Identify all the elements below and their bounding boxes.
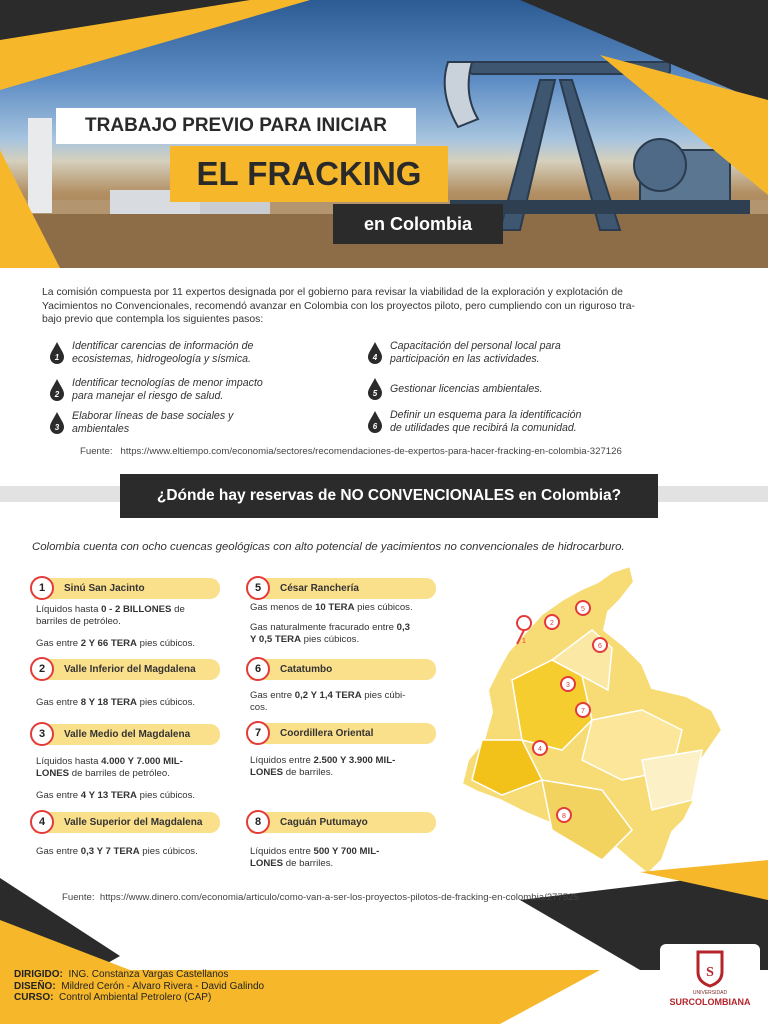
map-marker-8: [557, 808, 571, 822]
basin-name: Sinú San Jacinto: [64, 583, 145, 594]
map-marker-5: [576, 601, 590, 615]
step-1: [50, 340, 253, 365]
step-text: ambientales: [72, 422, 130, 435]
intro-paragraph: [42, 286, 704, 327]
logo-caption: UNIVERSIDAD: [692, 990, 728, 996]
desc-value: 0,2 Y 1,4 TERA: [294, 690, 362, 701]
desc-value: 2.500 Y 3.900 MIL-: [313, 755, 396, 766]
basin-desc-1: [36, 604, 226, 650]
curso-value: Control Ambiental Petrolero (CAP): [59, 992, 212, 1003]
basin-number: 1: [30, 576, 54, 600]
logo-name: SURCOLOMBIANA: [669, 997, 751, 1007]
basin-desc-2: [36, 697, 226, 709]
desc-text: Gas naturalmente fracurado entre: [250, 622, 397, 633]
desc-text: Gas entre: [36, 697, 81, 708]
source-2: [62, 892, 579, 903]
marker-number: 7: [581, 708, 585, 715]
desc-value: 0,3: [396, 622, 410, 633]
desc-text: pies cúbicos.: [301, 634, 360, 645]
map-marker-2: [545, 615, 559, 629]
step-text: Elaborar líneas de base sociales y: [72, 410, 234, 422]
marker-number: 4: [538, 746, 542, 753]
curso-label: CURSO:: [14, 992, 54, 1003]
basin-pill-2: [34, 659, 220, 680]
drop-icon: [368, 378, 382, 400]
desc-text: Líquidos hasta: [36, 604, 102, 615]
basin-desc-7: [250, 755, 440, 779]
basin-pill-3: [34, 724, 220, 745]
basin-pill-7: [250, 723, 436, 744]
desc-value: LONES: [250, 858, 284, 869]
desc-value: 10 TERA: [315, 602, 355, 613]
desc-text: de barriles de petróleo.: [69, 768, 170, 779]
basin-name: Valle Medio del Magdalena: [64, 729, 191, 740]
basin-desc-6: [250, 690, 440, 714]
marker-number: 6: [598, 643, 602, 650]
desc-text: Líquidos entre: [250, 755, 314, 766]
drop-icon: [50, 412, 64, 434]
diseno-value: Mildred Cerón - Alvaro Rivera - David Galindo: [61, 980, 265, 992]
desc-value: 4 Y 13 TERA: [80, 790, 137, 801]
step-text: participación en las actividades.: [390, 352, 540, 365]
step-text: de utilidades que recibirá la comunidad.: [390, 421, 577, 434]
drop-icon: [50, 379, 64, 401]
desc-value: 0,3 Y 7 TERA: [80, 846, 140, 857]
basin-pill-6: [250, 659, 436, 680]
svg-text:S: S: [706, 965, 714, 980]
step-number: 2: [54, 389, 60, 399]
basin-desc-3: [36, 756, 226, 802]
step-text: Identificar tecnologías de menor impacto: [72, 377, 263, 389]
marker-number: 3: [566, 682, 570, 689]
basin-name: Coordillera Oriental: [280, 728, 374, 739]
desc-text: Gas entre: [250, 690, 295, 701]
desc-value: 4.000 Y 7.000 MIL-: [101, 756, 183, 767]
desc-value: 500 Y 700 MIL-: [313, 846, 380, 857]
marker-number: 1: [522, 638, 526, 645]
basin-number: 5: [246, 576, 270, 600]
basin-name: Caguán Putumayo: [280, 817, 368, 828]
basin-number: 6: [246, 657, 270, 681]
desc-text: de barriles.: [283, 767, 334, 778]
desc-text: Gas menos de: [250, 602, 316, 613]
source-label: Fuente:: [80, 446, 113, 457]
step-text: ecosistemas, hidrogeología y sísmica.: [72, 352, 251, 365]
step-number: 3: [54, 422, 60, 432]
desc-text: Gas entre: [36, 790, 81, 801]
basin-desc-5: [250, 602, 440, 646]
basin-pill-1: [34, 578, 220, 599]
source-label: Fuente:: [62, 892, 95, 903]
drop-icon: [368, 411, 382, 433]
map-marker-6: [593, 638, 607, 652]
desc-value: LONES: [36, 768, 70, 779]
basin-pill-4: [34, 812, 220, 833]
basin-pill-8: [250, 812, 436, 833]
step-3: [50, 410, 233, 435]
marker-number: 8: [562, 813, 566, 820]
step-text: Identificar carencias de información de: [72, 340, 254, 352]
step-number: 6: [372, 421, 378, 431]
dirigido-label: DIRIGIDO:: [14, 969, 63, 980]
map-marker-7: [576, 703, 590, 717]
step-5: [368, 378, 543, 400]
basin-number: 2: [30, 657, 54, 681]
title-line-2: EL FRACKING: [170, 146, 448, 202]
desc-text: Gas entre: [36, 638, 81, 649]
desc-text: de barriles.: [283, 858, 334, 869]
step-number: 4: [372, 352, 378, 362]
desc-text: pies cúbicos.: [136, 638, 196, 649]
diseno-label: DISEÑO:: [14, 980, 56, 992]
drop-icon: [50, 342, 64, 364]
desc-text: pies cúbi-: [361, 690, 406, 701]
desc-text: Líquidos hasta: [36, 756, 102, 767]
desc-text: pies cúbicos.: [136, 790, 196, 801]
marker-number: 5: [581, 606, 585, 613]
step-number: 5: [372, 389, 378, 398]
basin-pill-5: [250, 578, 436, 599]
source-url[interactable]: https://www.eltiempo.com/economia/sectores/recomendaciones-de-expertos-para-hacer-fracking-en-colombia-327126: [120, 446, 622, 457]
desc-text: pies cúbicos.: [354, 602, 413, 613]
basin-number: 3: [30, 722, 54, 746]
intro-line-2: Yacimientos no Convencionales, recomendó avanzar en Colombia con los proyectos piloto, pero cumpliendo con un riguroso tra-: [42, 300, 635, 312]
dirigido-value: ING. Constanza Vargas Castellanos: [68, 969, 229, 980]
desc-text: de: [171, 604, 185, 615]
basin-number: 7: [246, 721, 270, 745]
step-text: Definir un esquema para la identificación: [390, 409, 582, 421]
title-line-1: TRABAJO PREVIO PARA INICIAR: [56, 108, 416, 144]
step-4: [368, 340, 561, 365]
credits: [14, 969, 264, 1004]
desc-value: 0 - 2 BILLONES: [101, 604, 172, 615]
drop-icon: [368, 342, 382, 364]
intro-line-3: bajo previo que contempla los siguientes pasos:: [42, 314, 264, 325]
university-logo: [660, 944, 760, 1016]
step-number: 1: [54, 352, 60, 362]
step-text: para manejar el riesgo de salud.: [72, 389, 224, 402]
basin-name: Valle Superior del Magdalena: [64, 817, 203, 828]
step-text: Gestionar licencias ambientales.: [390, 382, 543, 395]
marker-number: 2: [550, 620, 554, 627]
desc-text: cos.: [250, 702, 268, 713]
desc-text: Gas entre: [36, 846, 81, 857]
step-6: [368, 409, 581, 434]
map-marker-4: [533, 741, 547, 755]
intro-line-1: La comisión compuesta por 11 expertos designada por el gobierno para revisar la viabilidad de la exploración y explotación de: [42, 287, 623, 298]
source-url[interactable]: https://www.dinero.com/economia/articulo/como-van-a-ser-los-proyectos-pilotos-de-fracking-en-colombia/277525: [99, 892, 579, 903]
basin-number: 8: [246, 810, 270, 834]
reservas-banner: ¿Dónde hay reservas de NO CONVENCIONALES en Colombia?: [120, 474, 658, 518]
basin-name: César Ranchería: [280, 583, 359, 594]
source-1: [80, 446, 622, 457]
basin-name: Catatumbo: [280, 664, 333, 675]
basin-desc-4: [36, 846, 226, 858]
colombia-map: [452, 560, 722, 880]
desc-value: 2 Y 66 TERA: [80, 638, 137, 649]
reservas-subtitle: Colombia cuenta con ocho cuencas geológicas con alto potencial de yacimientos no convencionales de hidrocarburo.: [32, 541, 625, 553]
basin-name: Valle Inferior del Magdalena: [64, 664, 196, 675]
desc-text: pies cúbicos.: [139, 846, 198, 857]
desc-text: Líquidos entre: [250, 846, 314, 857]
desc-text: barriles de petróleo.: [36, 616, 121, 627]
map-marker-3: [561, 677, 575, 691]
desc-text: pies cúbicos.: [136, 697, 196, 708]
desc-value: LONES: [250, 767, 284, 778]
step-2: [50, 377, 263, 402]
desc-value: 8 Y 18 TERA: [80, 697, 137, 708]
basin-number: 4: [30, 810, 54, 834]
title-line-3: en Colombia: [333, 204, 503, 244]
desc-value: Y 0,5 TERA: [250, 634, 302, 645]
step-text: Capacitación del personal local para: [390, 340, 561, 352]
